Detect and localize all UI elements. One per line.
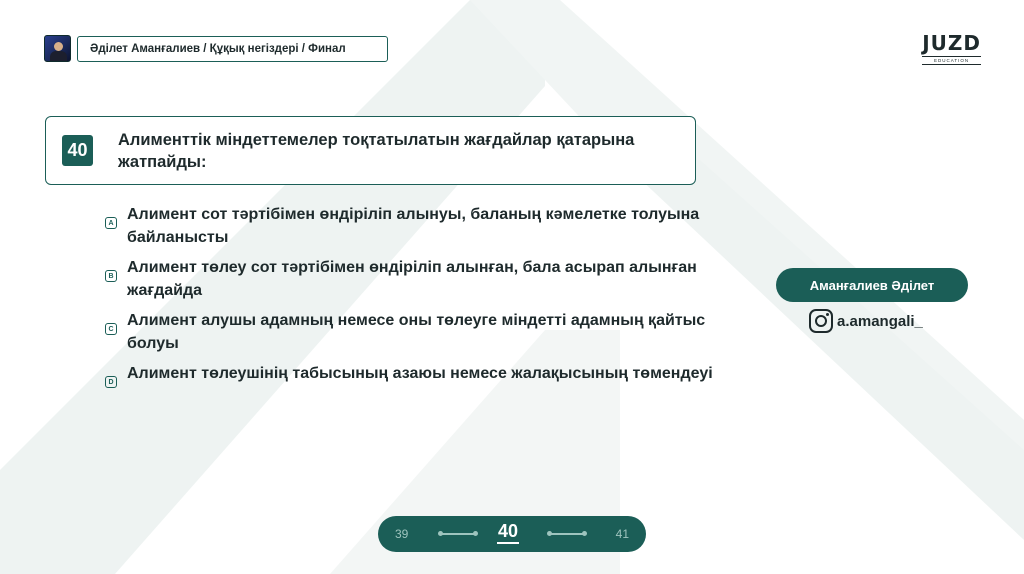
option-b[interactable]	[105, 256, 725, 302]
prev-slide-button[interactable]: 39	[395, 527, 409, 541]
author-name-badge: Аманғалиев Әділет	[776, 268, 968, 302]
question-text: Алименттік міндеттемелер тоқтатылатын жағдайлар қатарына жатпайды:	[118, 130, 635, 171]
instagram-handle: a.amangali_	[837, 312, 923, 330]
instagram-link[interactable]	[809, 309, 923, 333]
question-number: 40	[62, 135, 93, 166]
option-text-a: Алимент сот тәртібімен өндіріліп алынуы, баланың кәмелетке толуына байланысты	[127, 206, 700, 246]
pager-connector-right	[549, 533, 585, 535]
question-card	[45, 116, 696, 185]
option-letter-a: A	[105, 217, 117, 229]
slide-pager	[378, 516, 646, 552]
juzd-logo	[922, 33, 981, 65]
breadcrumb: Әділет Аманғалиев / Құқық негіздері / Финал	[77, 36, 388, 62]
pager-connector-left	[440, 533, 476, 535]
option-letter-c: C	[105, 323, 117, 335]
option-letter-d: D	[105, 376, 117, 388]
option-letter-b: B	[105, 270, 117, 282]
instagram-icon	[809, 309, 833, 333]
answer-options	[105, 203, 725, 395]
logo-wordmark: JUZD	[922, 31, 981, 55]
presenter-avatar	[44, 35, 71, 62]
option-text-b: Алимент төлеу сот тәртібімен өндіріліп алынған, бала асырап алынған жағдайда	[127, 259, 697, 299]
current-slide-number: 40	[497, 521, 519, 544]
logo-subtitle: EDUCATION	[922, 56, 981, 65]
option-text-d: Алимент төлеушінің табысының азаюы немесе жалақысының төмендеуі	[127, 365, 713, 382]
option-d[interactable]	[105, 362, 725, 388]
header-badge	[44, 35, 388, 62]
option-c[interactable]	[105, 309, 725, 355]
next-slide-button[interactable]: 41	[615, 527, 629, 541]
option-text-c: Алимент алушы адамның немесе оны төлеуге міндетті адамның қайтыс болуы	[127, 312, 706, 352]
option-a[interactable]	[105, 203, 725, 249]
